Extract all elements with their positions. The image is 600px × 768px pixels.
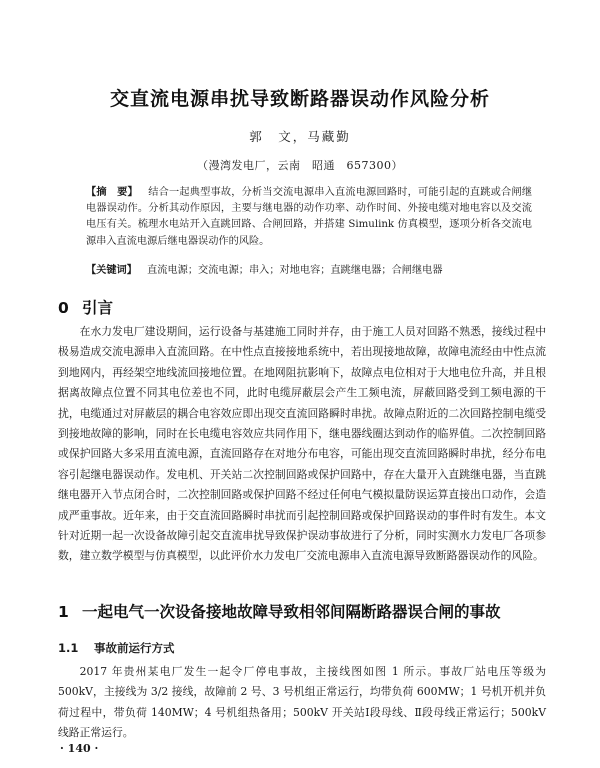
paper-authors: 郭 文，马藏勤 [249,129,351,144]
page-number: · 140 · [60,742,99,755]
subsection-title: 事故前运行方式 [94,641,175,655]
abstract-block [86,185,532,250]
section-number: 0 [58,299,69,317]
section-number: 1 [58,603,69,621]
keywords-block [86,263,532,279]
keywords-label: 【关键词】 [86,265,137,276]
abstract-text: 结合一起典型事故，分析当交流电源串入直流电源回路时，可能引起的直跳或合闸继电器误动作。分析其动作原因，主要与继电器的动作功率、动作时间、外接电缆对地电容以及交流电压有关。梳理水电站开入直跳回路、合闸回路，并搭建 Simulink 仿真模型，逐项分析各交流电源串入直流电源后继电器误动作的风险。 [86,187,533,247]
subsection-number: 1.1 [58,641,79,655]
paper-affiliation: （漫湾发电厂，云南 昭通 657300） [197,159,403,172]
section-title: 引言 [82,299,114,317]
subsection-heading-1-1 [58,640,175,656]
operation-mode-paragraph: 2017 年贵州某电厂发生一起令厂停电事故，主接线图如图 1 所示。事故厂站电压等级为 500kV，主接线为 3/2 接线，故障前 2 号、3 号机组正常运行，均带负荷 600MW；1 号机开机并负荷过程中，带负荷 140MW；4 号机组热备用；500kV 开关站Ⅰ段母线、Ⅱ段母线正常运行；500kV 线路正常运行。 [58,665,546,740]
keywords-text: 直流电源；交流电源；串入；对地电容；直跳继电器；合闸继电器 [147,265,443,276]
section-title: 一起电气一次设备接地故障导致相邻间隔断路器误合闸的事故 [82,603,501,621]
paper-title: 交直流电源串扰导致断路器误动作风险分析 [109,88,490,110]
abstract-label: 【摘 要】 [86,187,138,198]
intro-paragraph: 在水力发电厂建设期间，运行设备与基建施工同时并存，由于施工人员对回路不熟悉，接线过程中极易造成交流电源串入直流回路。在中性点直接接地系统中，若出现接地故障，故障电流经由中性点流到地网内，再经架空地线流回接地位置。在地网阻抗影响下，故障点电位相对于大地电位升高，并且根据离故障点位置不同其电位差也不同，此时电缆屏蔽层会产生工频电流，屏蔽回路受到工频电源的干扰，电缆通过对屏蔽层的耦合电容效应即出现交直流回路瞬时串扰。故障点附近的二次回路控制电缆受到接地故障的影响，同时在长电缆电容效应共同作用下，继电器线圈达到动作的临界值。二次控制回路或保护回路大多采用直流电源，直流回路存在对地分布电容，可能出现交直流回路瞬时串扰，经分布电容引起继电器误动作。发电机、开关站二次控制回路或保护回路中，存在大量开入直跳继电器，当直跳继电器开入节点闭合时，二次控制回路或保护回路不经过任何电气模拟量防误运算直接出口动作，会造成严重事故。近年来，由于交直流回路瞬时串扰而引起控制回路或保护回路误动的事件时有发生。本文针对近期一起一次设备故障引起交直流串扰导致保护误动事故进行了分析，同时实测水力发电厂各项参数，建立数学模型与仿真模型，以此评价水力发电厂交流电源串入直流电源导致断路器误动作的风险。 [58,325,546,563]
section-heading-intro [58,296,113,318]
section-heading-1 [58,600,501,622]
